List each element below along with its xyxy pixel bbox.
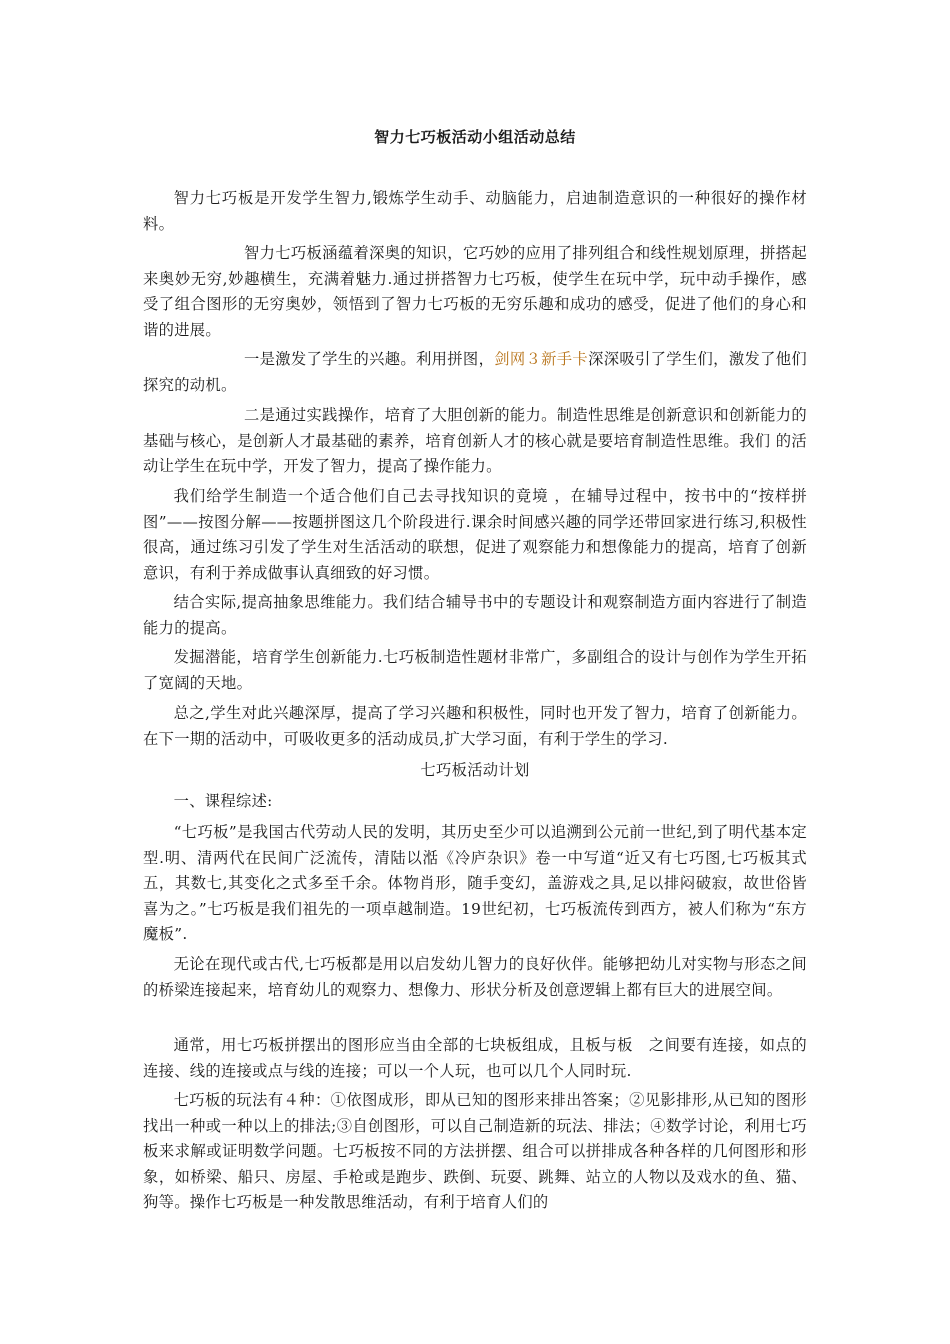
paragraph-practice: 二是通过实践操作，培育了大胆创新的能力。制造性思维是创新意识和创新能力的基础与核心，是创新人才最基础的素养，培育创新人才的核心就是要培育制造性思维。我们 的活动让学生在玩中学，开发了智力，提高了操作能力。 — [143, 406, 807, 475]
section-heading-overview: 一、课程综述: — [173, 792, 273, 810]
paragraph-rules: 通常，用七巧板拼摆出的图形应当由全部的七块板组成，且板与板 之间要有连接，如点的连接、线的连接或点与线的连接；可以一个人玩，也可以几个人同时玩. — [143, 1036, 807, 1080]
paragraph-interest-text-a: 一是激发了学生的兴趣。利用拼图， — [243, 350, 495, 368]
paragraph-interest-text-b: 深深吸引了学生们，激发了他们探究的动机。 — [143, 350, 807, 394]
paragraph-method: 我们给学生制造一个适合他们自己去寻找知识的竟境 ，在辅导过程中，按书中的“按样拼图”——按图分解——按题拼图这几个阶段进行.课余时间感兴趣的同学还带回家进行练习,积极性很高，通过练习引发了学生对生活活动的联想，促进了观察能力和想像能力的提高，培育了创新意识，有利于养成做事认真细致的好习惯。 — [143, 487, 807, 582]
section-subtitle: 七巧板活动计划 — [420, 761, 530, 779]
paragraph-play-methods: 七巧板的玩法有４种：①依图成形，即从已知的图形来排出答案；②见影排形,从已知的图形找出一种或一种以上的排法;③自创图形，可以自己制造新的玩法、排法；④数学讨论，利用七巧板来求解或证明数学问题。七巧板按不同的方法拼摆、组合可以拼排成各种各样的几何图形和形象，如桥梁、船只、房屋、手枪或是跑步、跌倒、玩耍、跳舞、站立的人物以及戏水的鱼、猫、狗等。操作七巧板是一种发散思维活动，有利于培育人们的 — [143, 1091, 807, 1211]
paragraph-potential: 发掘潜能，培育学生创新能力.七巧板制造性题材非常广，多副组合的设计与创作为学生开拓了宽阔的天地。 — [143, 648, 807, 692]
paragraph-knowledge: 智力七巧板涵蕴着深奥的知识，它巧妙的应用了排列组合和线性规划原理，拼搭起来奥妙无穷,妙趣横生，充满着魅力.通过拼搭智力七巧板，使学生在玩中学，玩中动手操作，感受了组合图形的无穷奥妙，领悟到了智力七巧板的无穷乐趣和成功的感受，促进了他们的身心和谐的进展。 — [143, 244, 807, 339]
paragraph-history: “七巧板”是我国古代劳动人民的发明，其历史至少可以追溯到公元前一世纪,到了明代基本定型.明、清两代在民间广泛流传，清陆以湉《冷庐杂识》卷一中写道“近又有七巧图,七巧板其式五，其数七,其变化之式多至千余。体物肖形，随手变幻，盖游戏之具,足以排闷破寂，故世俗皆喜为之。”七巧板是我们祖先的一项卓越制造。19世纪初，七巧板流传到西方，被人们称为“东方魔板”. — [143, 823, 807, 943]
paragraph-abstract-thinking: 结合实际,提高抽象思维能力。我们结合辅导书中的专题设计和观察制造方面内容进行了制造能力的提高。 — [143, 593, 807, 637]
paragraph-partner: 无论在现代或古代,七巧板都是用以启发幼儿智力的良好伙伴。能够把幼儿对实物与形态之间的桥梁连接起来，培育幼儿的观察力、想像力、形状分析及创意逻辑上都有巨大的进展空间。 — [143, 955, 807, 999]
paragraph-interest — [143, 347, 807, 398]
promo-link[interactable]: 剑网３新手卡 — [494, 350, 589, 368]
paragraph-conclusion: 总之,学生对此兴趣深厚，提高了学习兴趣和积极性，同时也开发了智力，培育了创新能力。在下一期的活动中，可吸收更多的活动成员,扩大学习面，有利于学生的学习. — [143, 704, 807, 748]
document-title: 智力七巧板活动小组活动总结 — [374, 128, 576, 146]
paragraph-intro: 智力七巧板是开发学生智力,锻炼学生动手、动脑能力，启迪制造意识的一种很好的操作材料。 — [143, 189, 807, 233]
